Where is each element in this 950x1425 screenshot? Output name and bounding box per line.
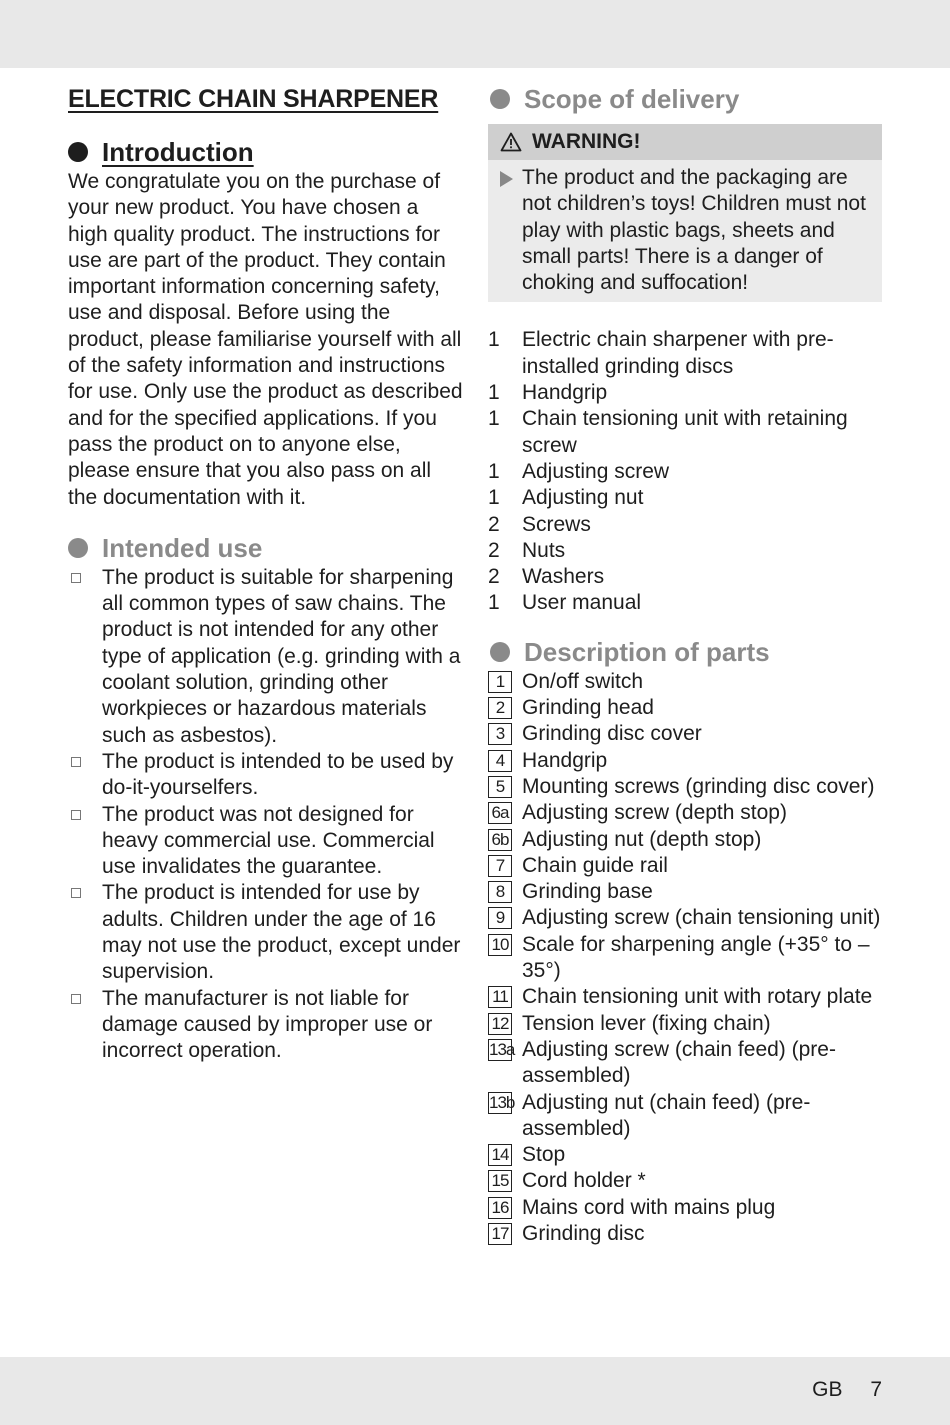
introduction-body: We congratulate you on the purchase of your new product. You have chosen a high quality product. The instructions for use are part of the product. They contain important information concerning safety, use and disposal. Before using the product, please familiarise yourself with all of the safety information and instructions for use. Only use the product as described and for the specified applications. If you pass the product on to anyone else, please ensure that you also pass on all the documentation with it. [68,170,463,509]
list-item: 12 Tension lever (fixing chain) [488,1011,882,1037]
intended-use-heading [68,531,463,565]
list-item: 1 User manual [488,591,642,615]
warning-body [488,160,882,296]
list-item: 13b Adjusting nut (chain feed) (pre-assembled) [489,1090,811,1140]
part-number-box: 4 [488,750,512,772]
arrow-bullet-icon [500,171,513,187]
left-column [68,82,463,1065]
warning-text: The product and the packaging are not children’s toys! Children must not play with plastic bags, sheets and small parts! There is a danger of choking and suffocation! [522,166,866,295]
part-number-box: 3 [488,723,512,745]
part-number-box: 10 [488,934,512,956]
list-item: 4 Handgrip [488,748,882,774]
list-item: 6b Adjusting nut (depth stop) [488,827,882,853]
list-item: 2 Washers [488,565,605,589]
list-item: 16 Mains cord with mains plug [488,1195,882,1221]
part-number-box: 11 [488,986,512,1008]
right-column [488,82,882,1247]
list-item: The product was not designed for heavy commercial use. Commercial use invalidates the guarantee. [68,802,463,881]
warning-header [488,124,882,160]
document-title: ELECTRIC CHAIN SHARPENER [68,85,439,113]
intended-use-section [68,531,463,1065]
page-footer [812,1378,882,1402]
bullet-dot-icon [68,538,88,558]
warning-triangle-icon [500,132,522,152]
part-number-box: 13a [489,1039,515,1059]
list-item: 1 Adjusting nut [488,486,644,510]
list-item: 2 Nuts [488,538,566,562]
intended-use-list [68,565,463,1065]
list-item: 6a Adjusting screw (depth stop) [488,800,882,826]
list-item: 14 Stop [488,1142,882,1168]
square-bullet-icon [71,888,81,898]
list-item: 10 Scale for sharpening angle (+35° to –35°) [488,932,882,985]
introduction-heading-text: Introduction [102,137,254,167]
square-bullet-icon [71,573,81,583]
description-of-parts-heading-text: Description of parts [524,636,770,667]
square-bullet-icon [71,757,81,767]
page-number: 7 [870,1378,882,1401]
list-item: 2 Grinding head [488,695,882,721]
introduction-section [68,135,463,511]
list-item: The product is intended to be used by do-it-yourselfers. [68,749,463,802]
list-item: 2 Screws [488,512,591,536]
part-number-box: 6a [488,802,512,824]
list-item: The manufacturer is not liable for damage caused by improper use or incorrect operation. [68,986,463,1065]
list-item: 5 Mounting screws (grinding disc cover) [488,774,882,800]
footer-band [0,1357,950,1425]
square-bullet-icon [71,810,81,820]
list-item: 1 Handgrip [488,381,608,405]
part-number-box: 12 [488,1013,512,1035]
introduction-heading [68,135,463,169]
scope-of-delivery-heading-text: Scope of delivery [524,84,740,114]
part-number-box: 1 [488,671,512,693]
bullet-dot-icon [490,89,510,109]
bullet-dot-icon [68,142,88,162]
list-item: 7 Chain guide rail [488,853,882,879]
list-item: 13a Adjusting screw (chain feed) (pre-assembled) [489,1037,836,1088]
part-number-box: 14 [488,1144,512,1166]
part-number-box: 13b [489,1092,515,1112]
list-item: 8 Grinding base [488,879,882,905]
list-item: 1 Chain tensioning unit with retaining screw [488,407,848,457]
part-number-box: 9 [488,907,512,929]
part-number-box: 5 [488,776,512,798]
part-number-box: 2 [488,697,512,719]
description-of-parts-heading [490,635,882,669]
list-item: 1 Adjusting screw [488,459,670,483]
list-item: 9 Adjusting screw (chain tensioning unit) [488,905,882,931]
list-item: The product is suitable for sharpening all common types of saw chains. The product is not intended for any other type of application (e.g. grinding with a coolant solution, grinding other workpieces or hazardous materials such as asbestos). [68,565,463,749]
warning-box [488,124,882,302]
part-number-box: 17 [488,1223,512,1245]
bullet-dot-icon [490,642,510,662]
list-item: 1 Electric chain sharpener with pre-installed grinding discs [488,328,834,378]
part-number-box: 6b [488,829,512,851]
part-number-box: 15 [488,1170,512,1192]
list-item: 3 Grinding disc cover [488,721,882,747]
warning-title: WARNING! [532,130,641,153]
list-item: 11 Chain tensioning unit with rotary plate [488,984,882,1010]
list-item: The product is intended for use by adults. Children under the age of 16 may not use the product, except under supervision. [68,880,463,985]
part-number-box: 7 [488,855,512,877]
delivery-list [488,327,882,616]
list-item: 1 On/off switch [488,669,882,695]
part-number-box: 8 [488,881,512,903]
scope-of-delivery-heading [490,82,882,116]
intended-use-heading-text: Intended use [102,532,263,563]
list-item: 17 Grinding disc [488,1221,882,1247]
parts-list [488,669,882,1248]
part-number-box: 16 [488,1197,512,1219]
language-code: GB [812,1378,843,1401]
square-bullet-icon [71,994,81,1004]
list-item: 15 Cord holder * [488,1168,882,1194]
header-band [0,0,950,68]
